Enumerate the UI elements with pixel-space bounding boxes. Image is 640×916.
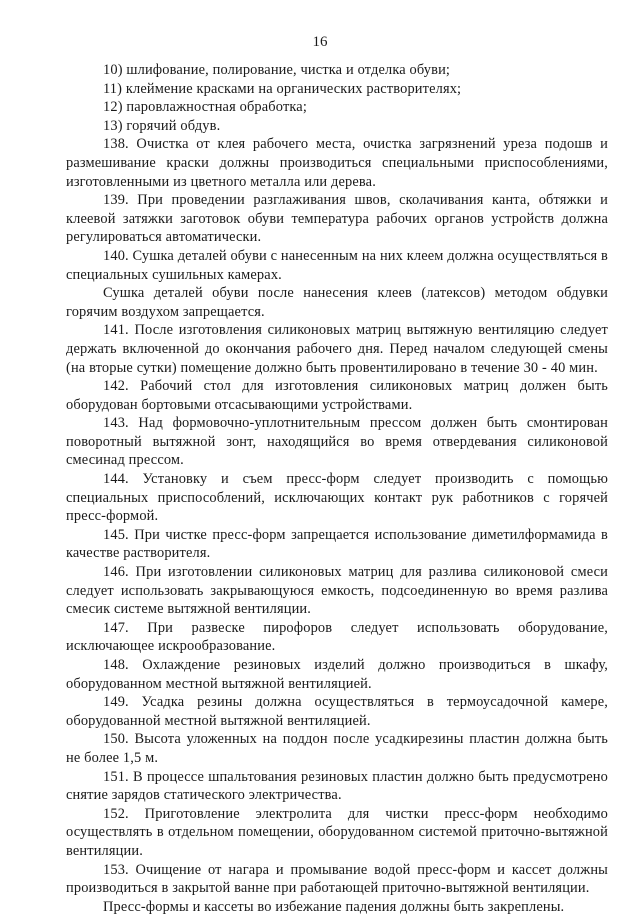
clause-138: 138. Очистка от клея рабочего места, очистка загрязнений уреза подошв и размешивание краски должны производиться специальными приспособлениями, изготовленными из цветного металла или дерева.	[66, 136, 608, 190]
clause-152: 152. Приготовление электролита для чистки пресс-форм необходимо осуществлять в отдельном помещении, оборудованном системой приточно-вытяжной вентиляции.	[66, 805, 608, 859]
clause-141: 141. После изготовления силиконовых матриц вытяжную вентиляцию следует держать включенной до окончания рабочего дня. Перед началом следующей смены (на вторые сутки) помещение должно быть провентилировано в течение 30 - 40 мин.	[66, 322, 608, 376]
clause-153: 153. Очищение от нагара и промывание водой пресс-форм и кассет должны производиться в закрытой ванне при работающей приточно-вытяжной вентиляции.	[66, 861, 608, 897]
list-item-10: 10) шлифование, полирование, чистка и отделка обуви;	[103, 62, 451, 78]
clause-140-note: Сушка деталей обуви после нанесения клеев (латексов) методом обдувки горячим воздухом запрещается.	[66, 285, 608, 320]
clause-140: 140. Сушка деталей обуви с нанесенным на них клеем должна осуществляться в специальных сушильных камерах.	[66, 247, 608, 283]
list-item-12: 12) паровлажностная обработка;	[103, 99, 307, 116]
clause-144: 144. Установку и съем пресс-форм следует производить с помощью специальных приспособлений, исключающих контакт рук работников с горячей пресс-формой.	[66, 471, 608, 525]
clause-146: 146. При изготовлении силиконовых матриц для разлива силиконовой смеси следует использовать закрывающуюся емкость, подсоединенную во время разлива смесик системе вытяжной вентиляции.	[66, 564, 608, 618]
clause-148: 148. Охлаждение резиновых изделий должно производиться в шкафу, оборудованном местной вытяжной вентиляцией.	[66, 657, 608, 692]
clause-143: 143. Над формовочно-уплотнительным прессом должен быть смонтирован поворотный вытяжной зонт, находящийся во время отвердевания силиконовой смесинад прессом.	[66, 415, 608, 469]
list-item-13: 13) горячий обдув.	[103, 117, 221, 134]
clause-142: 142. Рабочий стол для изготовления силиконовых матриц должен быть оборудован бортовыми отсасывающими устройствами.	[66, 378, 608, 413]
clause-149: 149. Усадка резины должна осуществляться в термоусадочной камере, оборудованной местной вытяжной вентиляцией.	[66, 694, 608, 729]
clause-151: 151. В процессе шпальтования резиновых пластин должно быть предусмотрено снятие зарядов статического электричества.	[66, 768, 608, 804]
page-number: 16	[312, 34, 328, 50]
clause-153-note: Пресс-формы и кассеты во избежание падения должны быть закреплены.	[103, 898, 565, 915]
document-body	[66, 61, 608, 916]
clause-139: 139. При проведении разглаживания швов, сколачивания канта, обтяжки и клеевой затяжки заготовок обуви температура рабочих органов устройств должна регулироваться автоматически.	[66, 192, 608, 246]
clause-145: 145. При чистке пресс-форм запрещается использование диметилформамида в качестве растворителя.	[66, 526, 608, 562]
clause-147: 147. При развеске пирофоров следует использовать оборудование, исключающее искрообразование.	[66, 619, 608, 655]
clause-150: 150. Высота уложенных на поддон после усадкирезины пластин должна быть не более 1,5 м.	[66, 731, 608, 766]
list-item-11: 11) клеймение красками на органических растворителях;	[103, 80, 462, 97]
